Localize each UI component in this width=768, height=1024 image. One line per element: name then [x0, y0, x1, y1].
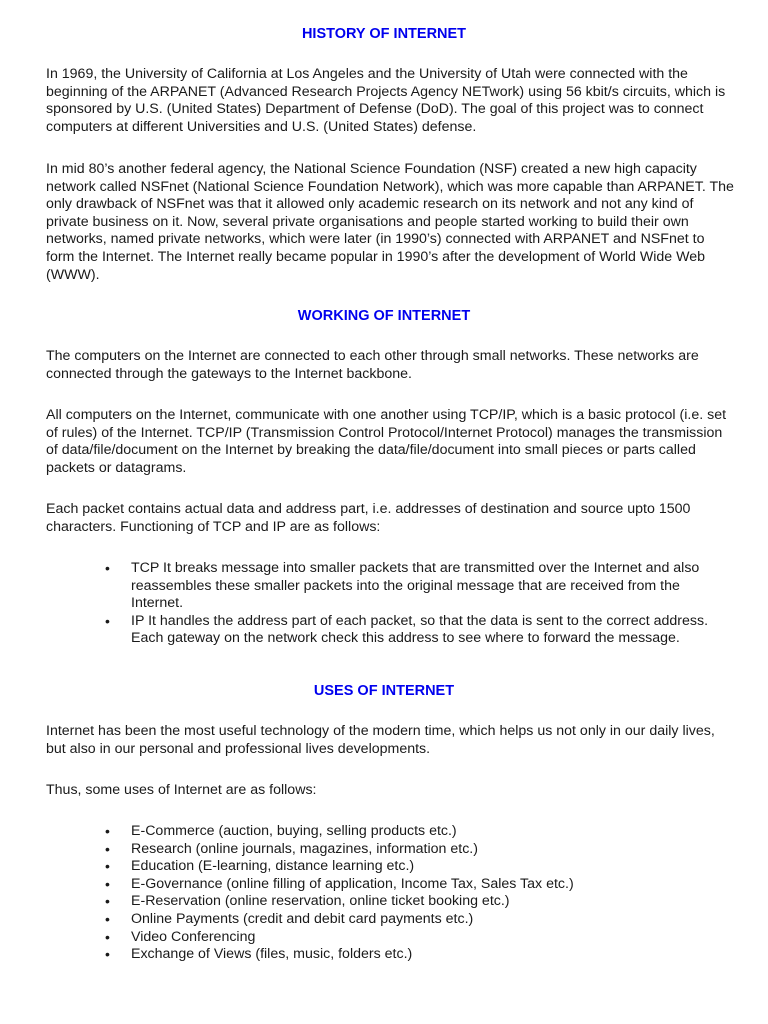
list-item-text: IP It handles the address part of each packet, so that the data is sent to the correct address. Each gateway on the network check this address to see where to forward the message.	[131, 612, 709, 647]
list-item	[0, 823, 768, 841]
working-paragraph-2: All computers on the Internet, communicate with one another using TCP/IP, which is a basic protocol (i.e. set of rules) of the Internet. TCP/IP (Transmission Control Protocol/Internet Protocol) manages the transmission of data/file/document on the Internet by breaking the data/file/document into small pieces or parts called packets or datagrams.	[46, 407, 727, 476]
bullet-icon: •	[105, 928, 110, 945]
working-paragraph-3: Each packet contains actual data and address part, i.e. addresses of destination and source upto 1500 characters. Functioning of TCP and IP are as follows:	[46, 501, 691, 535]
list-item-text: Online Payments (credit and debit card payments etc.)	[131, 910, 474, 927]
bullet-icon: •	[105, 910, 110, 927]
uses-list	[0, 823, 768, 964]
history-paragraph-1: In 1969, the University of California at Los Angeles and the University of Utah were connected with the beginning of the ARPANET (Advanced Research Projects Agency NETwork) using 56 kbit/s circuits, which is sponsored by U.S. (United States) Department of Defense (DoD). The goal of this project was to connect computers at different Universities and U.S. (United States) defense.	[46, 66, 726, 135]
working-paragraph-1: The computers on the Internet are connected to each other through small networks. These networks are connected through the gateways to the Internet backbone.	[46, 348, 699, 382]
uses-heading: USES OF INTERNET	[313, 683, 455, 699]
bullet-icon: •	[105, 612, 110, 629]
list-item	[0, 893, 768, 911]
bullet-icon: •	[105, 875, 110, 892]
bullet-icon: •	[105, 893, 110, 910]
list-item	[0, 929, 768, 947]
list-item	[0, 911, 768, 929]
list-item-text: E-Reservation (online reservation, online ticket booking etc.)	[131, 893, 510, 910]
history-heading: HISTORY OF INTERNET	[301, 26, 467, 42]
list-item-text: Education (E-learning, distance learning etc.)	[131, 858, 415, 875]
list-item-text: TCP It breaks message into smaller packets that are transmitted over the Internet and also reassembles these smaller packets into the original message that are received from the Internet.	[131, 560, 700, 612]
list-item	[0, 858, 768, 876]
uses-paragraph-1: Internet has been the most useful technology of the modern time, which helps us not only in our daily lives, but also in our personal and professional lives developments.	[46, 723, 715, 757]
list-item	[0, 946, 768, 964]
uses-paragraph-2: Thus, some uses of Internet are as follows:	[46, 782, 317, 798]
bullet-icon: •	[105, 946, 110, 963]
history-paragraph-2: In mid 80’s another federal agency, the National Science Foundation (NSF) created a new high capacity network called NSFnet (National Science Foundation Network), which was more capable than ARPANET. The only drawback of NSFnet was that it allowed only academic research on its network and not any kind of private business on it. Now, several private organisations and people started working to build their own networks, named private networks, which were later (in 1990’s) connected with ARPANET and NSFnet to form the Internet. The Internet really became popular in 1990’s after the development of World Wide Web (WWW).	[46, 161, 734, 283]
list-item-text: Research (online journals, magazines, information etc.)	[131, 840, 478, 857]
list-item-text: E-Governance (online filling of application, Income Tax, Sales Tax etc.)	[131, 875, 574, 892]
tcp-ip-list	[0, 560, 768, 648]
list-item-text: Exchange of Views (files, music, folders etc.)	[131, 946, 413, 963]
bullet-icon: •	[105, 858, 110, 875]
list-item	[0, 560, 768, 613]
list-item-text: E-Commerce (auction, buying, selling products etc.)	[131, 823, 457, 839]
working-heading: WORKING OF INTERNET	[297, 308, 471, 324]
bullet-icon: •	[105, 840, 110, 857]
list-item	[0, 876, 768, 894]
bullet-icon: •	[105, 823, 110, 839]
bullet-icon: •	[105, 560, 110, 576]
list-item-text: Video Conferencing	[131, 928, 256, 945]
list-item	[0, 841, 768, 859]
list-item	[0, 613, 768, 648]
